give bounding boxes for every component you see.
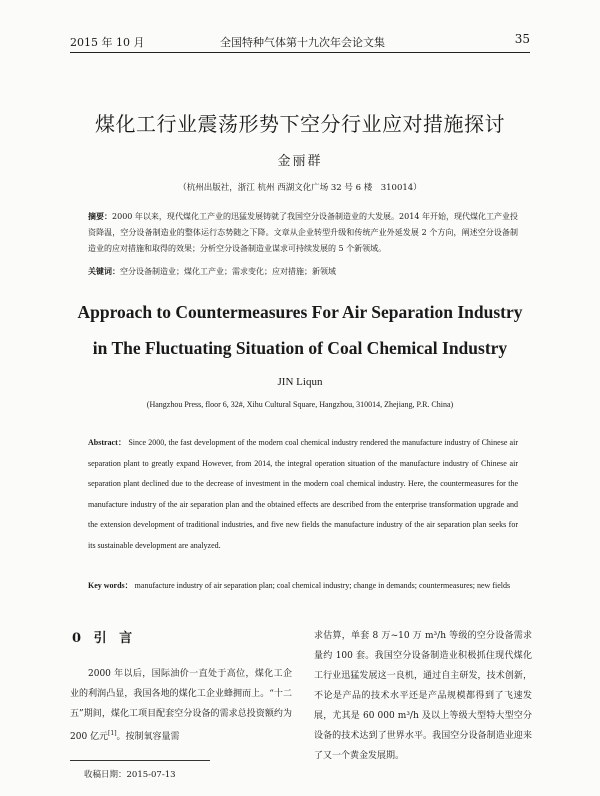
section-title: 引 言 [93,631,137,646]
running-header [70,32,530,53]
received-date-footnote: 收稿日期：2015-07-13 [84,770,176,780]
abstract-chinese [88,208,518,257]
title-chinese: 煤化工行业震荡形势下空分行业应对措施探讨 [95,112,505,136]
author-english: JIN Liqun [277,376,323,388]
title-english-line-1: Approach to Countermeasures For Air Separation Industry [77,302,523,322]
header-proceedings-title: 全国特种气体第十九次年会论文集 [220,36,385,49]
section-number: 0 [72,631,86,646]
author-chinese: 金丽群 [277,154,323,169]
body-left-tail: 。按制氧容量需 [116,732,180,742]
affiliation-chinese: （杭州出版社，浙江 杭州 西湖文化广场 32 号 6 楼 310014） [178,183,422,193]
section-heading [72,627,136,646]
body-left-column [70,664,292,747]
keywords-chinese-text: 空分设备制造业；煤化工产业；需求变化；应对措施；新领域 [120,267,336,276]
keywords-chinese [88,266,518,277]
footnote-rule [70,760,210,761]
abstract-english [88,433,518,556]
keywords-english-label: Key words： [88,581,133,590]
keywords-english [88,576,518,596]
abstract-chinese-label: 摘要： [88,211,113,221]
header-date: 2015 年 10 月 [70,36,145,49]
abstract-chinese-text: 2000 年以来，现代煤化工产业的迅猛发展铸就了我国空分设备制造业的大发展。2014 年开始，现代煤化工产业投资降温，空分设备制造业的整体运行态势随之下降。文章从企业转型升级和传统产业外延发展 2 个方向，阐述空分设备制造业的应对措施和取得的效果；分析空分设备制造业谋求可持续发展的 5 个新领域。 [88,212,518,253]
affiliation-english: (Hangzhou Press, floor 6, 32#, Xihu Cultural Square, Hangzhou, 310014, Zhejiang, P.R. China) [146,400,454,409]
body-right-column: 求估算，单套 8 万~10 万 m³/h 等级的空分设备需求量约 100 套。我国空分设备制造业积极抓住现代煤化工行业迅猛发展这一良机，通过自主研发，技术创新，不论是产品的技术水平还是产品规模都得到了飞速发展，尤其是 60 000 m³/h 及以上等级大型特大型空分设备的技术达到了世界水平。我国空分设备制造业迎来了又一个黄金发展期。 [314,631,532,761]
abstract-english-label: Abstract： [88,438,127,447]
body-left-text: 2000 年以后，国际油价一直处于高位，煤化工企业的利润凸显，我国各地的煤化工企业蜂拥而上。“十二五”期间，煤化工项目配套空分设备的需求总投资额约为 200 亿元 [70,669,292,742]
title-english-line-2: in The Fluctuating Situation of Coal Chemical Industry [92,338,508,358]
citation: [1] [108,730,117,737]
keywords-chinese-label: 关键词： [88,266,120,276]
page-number: 35 [514,32,530,46]
abstract-english-text: Since 2000, the fast development of the modern coal chemical industry rendered the manufacture industry of Chinese air separation plant to greatly expand However, from 2014, the integral operation situation of the manufacture industry of Chinese air separation plant declined due to the decrease of investment in the modern coal chemical industry. Here, the countermeasures for the manufacture industry of the air separation plan and the obtained effects are described from the enterprise transformation upgrade and the extension development of traditional industries, and five new fields the manufacture industry of the air separation plan seeks for its sustainable development are analyzed. [88,438,518,550]
keywords-english-text: manufacture industry of air separation plan; coal chemical industry; change in demands; countermeasures; new fields [134,581,511,590]
